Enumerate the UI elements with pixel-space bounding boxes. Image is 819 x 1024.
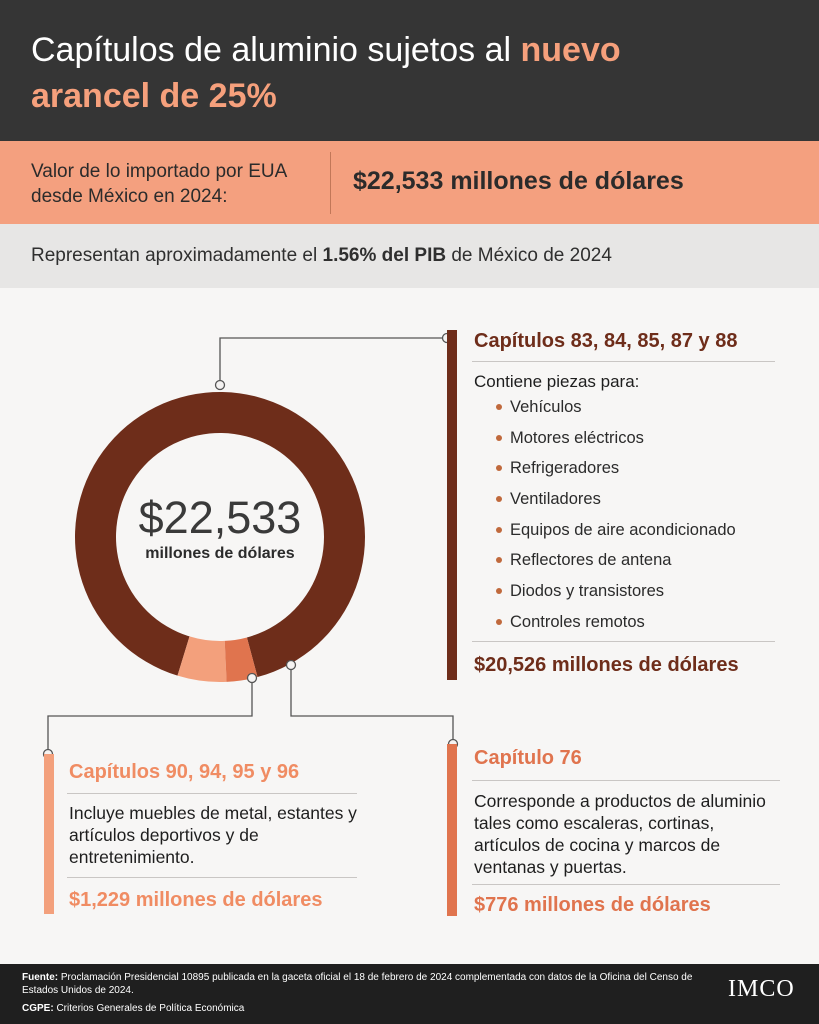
connector-node [216,381,225,390]
list-item: Vehículos [494,392,736,423]
segment-76-title: Capítulo 76 [474,747,582,769]
segment-76-rule-top [472,780,780,781]
bullet-icon [496,465,502,471]
list-item: Ventiladores [494,484,736,515]
connector-node [287,661,296,670]
footer-source: Fuente: Proclamación Presidencial 10895 publicada en la gaceta oficial el 18 de febrero de 2024 complementada con datos de la Oficina del Censo de Estados Unidos de 2024. [22,972,693,996]
header [0,0,819,141]
list-item: Equipos de aire acondicionado [494,515,736,546]
segment-76-amount: $776 millones de dólares [474,894,711,916]
bullet-icon [496,557,502,563]
segment-furniture-title: Capítulos 90, 94, 95 y 96 [69,761,300,783]
list-item: Refrigeradores [494,453,736,484]
connector-node [248,674,257,683]
donut-center-value: $22,533 [138,492,302,543]
bullet-icon [496,588,502,594]
bullet-icon [496,619,502,625]
donut-center-unit: millones de dólares [145,545,295,562]
title-highlight-tariff: arancel de 25% [31,77,277,115]
segment-furniture-accent-bar [44,754,54,914]
footer-cgpe: CGPE: Criterios Generales de Política Económica [22,1003,245,1014]
segment-main-items [494,392,736,638]
segment-furniture-amount: $1,229 millones de dólares [69,889,323,911]
band-divider [330,152,331,214]
import-value: $22,533 millones de dólares [353,167,684,195]
import-value-band [0,141,819,224]
list-item: Controles remotos [494,607,736,638]
bullet-icon [496,527,502,533]
connector-line [48,678,252,754]
bullet-icon [496,404,502,410]
segment-furniture-rule-bottom [67,877,357,878]
bullet-icon [496,435,502,441]
gdp-note-band [0,224,819,288]
connector-line [291,665,453,744]
segment-main-rule-bottom [472,641,775,642]
footer [0,964,819,1024]
list-item: Reflectores de antena [494,545,736,576]
segment-main-amount: $20,526 millones de dólares [474,654,739,676]
list-item: Diodos y transistores [494,576,736,607]
segment-76-desc: Corresponde a productos de aluminio tales como escaleras, cortinas, artículos de cocina y marcos de ventanas y puertas. [474,791,766,877]
segment-76-accent-bar [447,744,457,916]
list-item: Motores eléctricos [494,423,736,454]
segment-furniture-rule-top [67,793,357,794]
segment-main-rule-top [472,361,775,362]
segment-76-rule-bottom [472,884,780,885]
connector-line [220,338,447,385]
page-title: Capítulos de aluminio sujetos al nuevo arancel de 25% [31,31,621,115]
segment-main-title: Capítulos 83, 84, 85, 87 y 88 [474,330,738,352]
title-highlight: nuevo [520,31,621,69]
imco-logo: IMCO [728,976,795,1002]
gdp-note: Representan aproximadamente el 1.56% del PIB de México de 2024 [31,245,612,266]
bullet-icon [496,496,502,502]
segment-furniture-desc: Incluye muebles de metal, estantes y artículos deportivos y de entretenimiento. [69,803,357,867]
segment-main-accent-bar [447,330,457,680]
segment-main-intro: Contiene piezas para: [474,372,640,391]
import-value-label: Valor de lo importado por EUA desde México en 2024: [31,161,287,207]
